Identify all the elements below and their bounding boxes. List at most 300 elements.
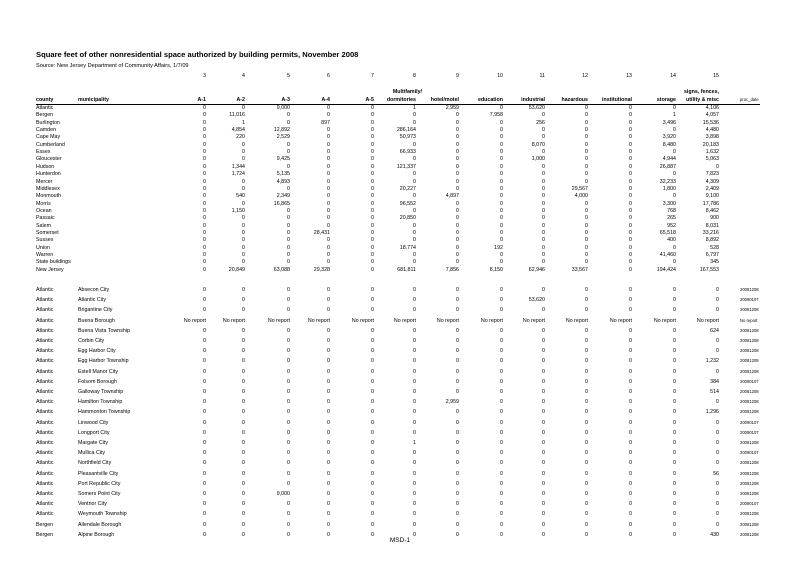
proc-date-cell: 20081208 [740,521,759,527]
proc-date-cell: 20081208 [740,511,759,517]
value-cell: 0 [456,338,459,344]
value-cell: 0 [287,460,290,467]
header-col: A-2 [236,97,245,103]
value-cell: 0 [500,419,503,426]
value-cell: 0 [456,215,459,222]
value-cell: 0 [716,287,719,293]
value-cell: 0 [716,338,719,344]
value-cell: 0 [371,215,374,222]
value-cell: 0 [327,156,330,163]
value-cell: 0 [673,429,676,436]
value-cell: 0 [585,399,588,406]
value-cell: 0 [629,287,632,293]
value-cell: 0 [542,229,545,236]
value-cell: 0 [287,327,290,334]
value-cell: No report [183,317,206,324]
header-proc-date: proc_date [740,97,759,102]
value-cell: 0 [629,460,632,467]
municipality-name: Pleasantville City [78,470,119,477]
value-cell: 0 [413,193,416,200]
value-cell: 0 [327,531,330,538]
value-cell: 0 [500,237,503,244]
header-col: industrial [521,97,545,103]
value-cell: 0 [327,215,330,222]
value-cell: 0 [585,252,588,258]
county-name: Atlantic [36,317,54,324]
value-cell: 0 [203,287,206,293]
value-cell: 18,774 [399,244,416,251]
value-cell: 0 [629,259,632,266]
value-cell: 33,567 [571,266,588,273]
municipality-row [0,510,800,518]
value-cell: 0 [629,229,632,236]
value-cell: 0 [327,460,330,467]
value-cell: 0 [203,409,206,416]
value-cell: 0 [327,178,330,185]
county-name: Atlantic [36,389,54,395]
value-cell: 0 [371,193,374,200]
header-col: utility & misc [686,97,719,103]
value-cell: 0 [287,252,290,258]
value-cell: 0 [371,368,374,375]
value-cell: 0 [585,307,588,314]
county-name: Atlantic [36,480,54,487]
value-cell: 0 [242,358,245,365]
value-cell: 0 [203,440,206,446]
value-cell: 0 [203,252,206,258]
value-cell: 0 [371,429,374,436]
value-cell: 0 [242,105,245,111]
value-cell: 0 [371,531,374,538]
value-cell: 0 [203,327,206,334]
value-cell: 0 [500,156,503,163]
value-cell: 0 [413,460,416,467]
value-cell: 0 [413,207,416,214]
value-cell: 0 [203,491,206,497]
value-cell: 0 [585,119,588,126]
value-cell: 0 [673,440,676,446]
value-cell: 0 [585,338,588,344]
proc-date-cell: 20090107 [740,501,759,507]
value-cell: 66,933 [399,149,416,156]
value-cell: 0 [371,244,374,251]
value-cell: 0 [371,460,374,467]
value-cell: 0 [585,244,588,251]
value-cell: 0 [673,327,676,334]
value-cell: 0 [287,163,290,170]
county-name: Atlantic [36,429,54,436]
value-cell: 0 [500,222,503,229]
value-cell: 1,000 [531,156,545,163]
value-cell: 0 [413,358,416,365]
value-cell: 3,496 [662,119,676,126]
value-cell: 0 [456,389,459,395]
value-cell: 0 [203,105,206,111]
value-cell: 0 [203,200,206,207]
value-cell: 65,518 [659,229,676,236]
value-cell: 345 [710,259,719,266]
value-cell: 0 [629,237,632,244]
value-cell: 0 [585,480,588,487]
value-cell: 256 [536,119,545,126]
value-cell: 0 [500,171,503,178]
value-cell: 29,328 [313,266,330,273]
value-cell: 0 [500,307,503,314]
value-cell: 3,300 [662,200,676,207]
value-cell: 0 [287,348,290,355]
municipality-name: Buena Vista Township [78,327,130,334]
value-cell: 0 [629,389,632,395]
municipality-row [0,327,800,335]
value-cell: 0 [673,171,676,178]
value-cell: 0 [500,252,503,258]
value-cell: 2,349 [276,193,290,200]
value-cell: 0 [203,156,206,163]
value-cell: 0 [242,307,245,314]
value-cell: 0 [500,491,503,497]
value-cell: 0 [413,348,416,355]
value-cell: 0 [629,171,632,178]
county-name: Atlantic [36,491,54,497]
value-cell: 0 [371,141,374,148]
county-name: Atlantic [36,511,54,518]
value-cell: 0 [327,185,330,192]
municipality-name: Port Republic City [78,480,121,487]
value-cell: 0 [371,358,374,365]
value-cell: 0 [629,409,632,416]
value-cell: 0 [542,368,545,375]
proc-date-cell: 20081208 [740,531,759,537]
header-col: storage [656,97,676,103]
municipality-row [0,388,800,396]
value-cell: 514 [710,389,719,395]
value-cell: 0 [500,287,503,293]
municipality-name: Folsom Borough [78,378,117,385]
value-cell: 0 [456,348,459,355]
value-cell: 0 [585,237,588,244]
value-cell: 0 [413,112,416,119]
value-cell: 0 [673,378,676,385]
value-cell: 0 [371,149,374,156]
value-cell: 0 [542,127,545,134]
value-cell: 0 [673,450,676,457]
value-cell: 0 [287,440,290,446]
value-cell: 0 [456,419,459,426]
municipality-row [0,337,800,345]
value-cell: 0 [413,229,416,236]
value-cell: 0 [500,511,503,518]
value-cell: 0 [287,378,290,385]
value-cell: 0 [371,105,374,111]
value-cell: 7,958 [489,112,503,119]
value-cell: 0 [371,327,374,334]
value-cell: 0 [542,149,545,156]
value-cell: 0 [629,419,632,426]
value-cell: 0 [542,389,545,395]
value-cell: 0 [629,222,632,229]
value-cell: 0 [585,409,588,416]
value-cell: 0 [413,419,416,426]
value-cell: 1 [413,105,416,111]
value-cell: No report [565,317,588,324]
value-cell: 0 [242,149,245,156]
value-cell: 0 [456,222,459,229]
municipality-row [0,521,800,529]
value-cell: 0 [542,134,545,141]
value-cell: 0 [242,200,245,207]
value-cell: 0 [371,156,374,163]
value-cell: 0 [456,511,459,518]
value-cell: 0 [242,470,245,477]
value-cell: 6,797 [705,252,719,258]
value-cell: 0 [371,450,374,457]
value-cell: 0 [542,200,545,207]
value-cell: 0 [542,521,545,528]
value-cell: 0 [413,156,416,163]
value-cell: 0 [500,480,503,487]
value-cell: 0 [413,222,416,229]
value-cell: 0 [287,480,290,487]
value-cell: 0 [456,460,459,467]
value-cell: 0 [629,105,632,111]
value-cell: 0 [629,501,632,508]
value-cell: 0 [673,470,676,477]
value-cell: 0 [542,193,545,200]
county-name: Hunterdon [36,171,61,178]
header-col: hotel/motel [430,97,459,103]
value-cell: 0 [629,368,632,375]
value-cell: 0 [242,429,245,436]
value-cell: 1,296 [705,409,719,416]
value-cell: 0 [203,259,206,266]
value-cell: 0 [327,112,330,119]
value-cell: 0 [371,440,374,446]
value-cell: 0 [500,297,503,304]
header-signs: signs, fences, [683,89,719,95]
header-col: A-5 [365,97,374,103]
value-cell: 0 [327,193,330,200]
value-cell: 0 [456,127,459,134]
value-cell: 0 [413,470,416,477]
value-cell: No report [480,317,503,324]
value-cell: No report [609,317,632,324]
value-cell: 0 [203,521,206,528]
value-cell: 0 [327,244,330,251]
value-cell: 0 [456,141,459,148]
value-cell: 0 [500,501,503,508]
value-cell: No report [696,317,719,324]
value-cell: 0 [500,409,503,416]
value-cell: 0 [456,149,459,156]
proc-date-cell: 20081208 [740,348,759,354]
value-cell: 0 [585,531,588,538]
value-cell: 0 [456,491,459,497]
value-cell: 0 [242,450,245,457]
county-name: Atlantic [36,450,54,457]
value-cell: 0 [371,297,374,304]
county-name: Union [36,244,50,251]
value-cell: 0 [456,237,459,244]
county-name: Atlantic [36,409,54,416]
value-cell: 0 [242,521,245,528]
value-cell: 0 [242,141,245,148]
value-cell: 20,849 [228,266,245,273]
municipality-row [0,439,800,447]
value-cell: 0 [456,112,459,119]
value-cell: 0 [242,338,245,344]
municipality-name: Ventnor City [78,501,107,508]
value-cell: 0 [287,521,290,528]
value-cell: 0 [629,440,632,446]
county-name: Gloucester [36,156,62,163]
value-cell: 0 [371,163,374,170]
value-cell: 0 [371,207,374,214]
value-cell: No report [222,317,245,324]
value-cell: 62,946 [528,266,545,273]
value-cell: 0 [203,378,206,385]
county-name: Somerset [36,229,59,236]
value-cell: 0 [456,200,459,207]
value-cell: 4,057 [705,112,719,119]
value-cell: 0 [327,237,330,244]
value-cell: 0 [673,348,676,355]
value-cell: 0 [456,252,459,258]
value-cell: 0 [413,480,416,487]
value-cell: 9,425 [276,156,290,163]
value-cell: 0 [629,141,632,148]
value-cell: 952 [667,222,676,229]
value-cell: 0 [456,163,459,170]
value-cell: 0 [327,338,330,344]
value-cell: 20,850 [399,215,416,222]
municipality-name: Corbin City [78,338,105,344]
value-cell: 0 [629,399,632,406]
municipality-row [0,317,800,325]
value-cell: 4,944 [662,156,676,163]
county-name: Bergen [36,531,54,538]
value-cell: 0 [456,207,459,214]
value-cell: 0 [413,511,416,518]
county-name: Middlesex [36,185,60,192]
county-name: Atlantic [36,348,54,355]
value-cell: 0 [542,185,545,192]
value-cell: 0 [203,368,206,375]
county-name: Atlantic [36,368,54,375]
value-cell: 0 [542,259,545,266]
value-cell: 0 [542,222,545,229]
value-cell: 0 [500,127,503,134]
value-cell: 0 [542,163,545,170]
header-col: dormitories [386,97,416,103]
municipality-row [0,306,800,314]
value-cell: 0 [673,511,676,518]
value-cell: 0 [500,531,503,538]
value-cell: 0 [327,149,330,156]
value-cell: 0 [203,297,206,304]
municipality-row [0,500,800,508]
value-cell: 0 [327,105,330,111]
value-cell: 0 [716,429,719,436]
value-cell: 0 [500,193,503,200]
value-cell: 0 [371,134,374,141]
value-cell: 0 [203,389,206,395]
value-cell: 0 [203,229,206,236]
value-cell: 0 [629,378,632,385]
value-cell: 0 [542,470,545,477]
value-cell: 0 [371,480,374,487]
value-cell: 41,460 [659,252,676,258]
value-cell: 0 [413,171,416,178]
proc-date-cell: 20081208 [740,440,759,445]
value-cell: 3,898 [705,134,719,141]
county-name: Atlantic [36,287,54,293]
value-cell: 0 [371,521,374,528]
value-cell: 0 [585,171,588,178]
value-cell: 0 [287,215,290,222]
municipality-row [0,368,800,376]
value-cell: 0 [673,501,676,508]
value-cell: 0 [585,149,588,156]
value-cell: 0 [500,389,503,395]
value-cell: 0 [371,229,374,236]
value-cell: 0 [327,297,330,304]
county-name: Atlantic [36,297,54,304]
county-name: Atlantic [36,460,54,467]
value-cell: 540 [236,193,245,200]
county-name: New Jersey [36,266,64,273]
value-cell: 0 [673,389,676,395]
column-number: 12 [582,73,588,79]
value-cell: 0 [203,511,206,518]
value-cell: 0 [456,171,459,178]
value-cell: 0 [673,358,676,365]
value-cell: 0 [500,338,503,344]
value-cell: 0 [413,491,416,497]
proc-date-cell: 20081208 [740,338,759,343]
value-cell: 0 [456,358,459,365]
value-cell: 0 [629,252,632,258]
value-cell: 0 [673,460,676,467]
proc-date-cell: 20081208 [740,460,759,466]
page-title: Square feet of other nonresidential space authorized by building permits, November 2008 [36,50,359,59]
value-cell: 20,183 [702,141,719,148]
value-cell: 8,462 [705,207,719,214]
value-cell: 0 [585,511,588,518]
municipality-row [0,470,800,478]
value-cell: 0 [413,252,416,258]
value-cell: 2,959 [445,399,459,406]
value-cell: 0 [542,215,545,222]
proc-date-cell: 20090107 [740,429,759,435]
value-cell: 0 [456,531,459,538]
value-cell: 1 [242,119,245,126]
header-col: hazardous [561,97,588,103]
county-name: Morris [36,200,51,207]
column-number-row [0,72,800,80]
value-cell: 0 [287,450,290,457]
column-number: 10 [497,73,503,79]
value-cell: 0 [327,368,330,375]
proc-date-cell: 20090107 [740,378,759,384]
value-cell: 0 [542,399,545,406]
value-cell: 0 [456,297,459,304]
value-cell: 0 [413,141,416,148]
value-cell: 0 [327,491,330,497]
value-cell: 0 [500,358,503,365]
value-cell: 0 [456,156,459,163]
value-cell: 0 [287,389,290,395]
value-cell: 4,106 [705,105,719,111]
